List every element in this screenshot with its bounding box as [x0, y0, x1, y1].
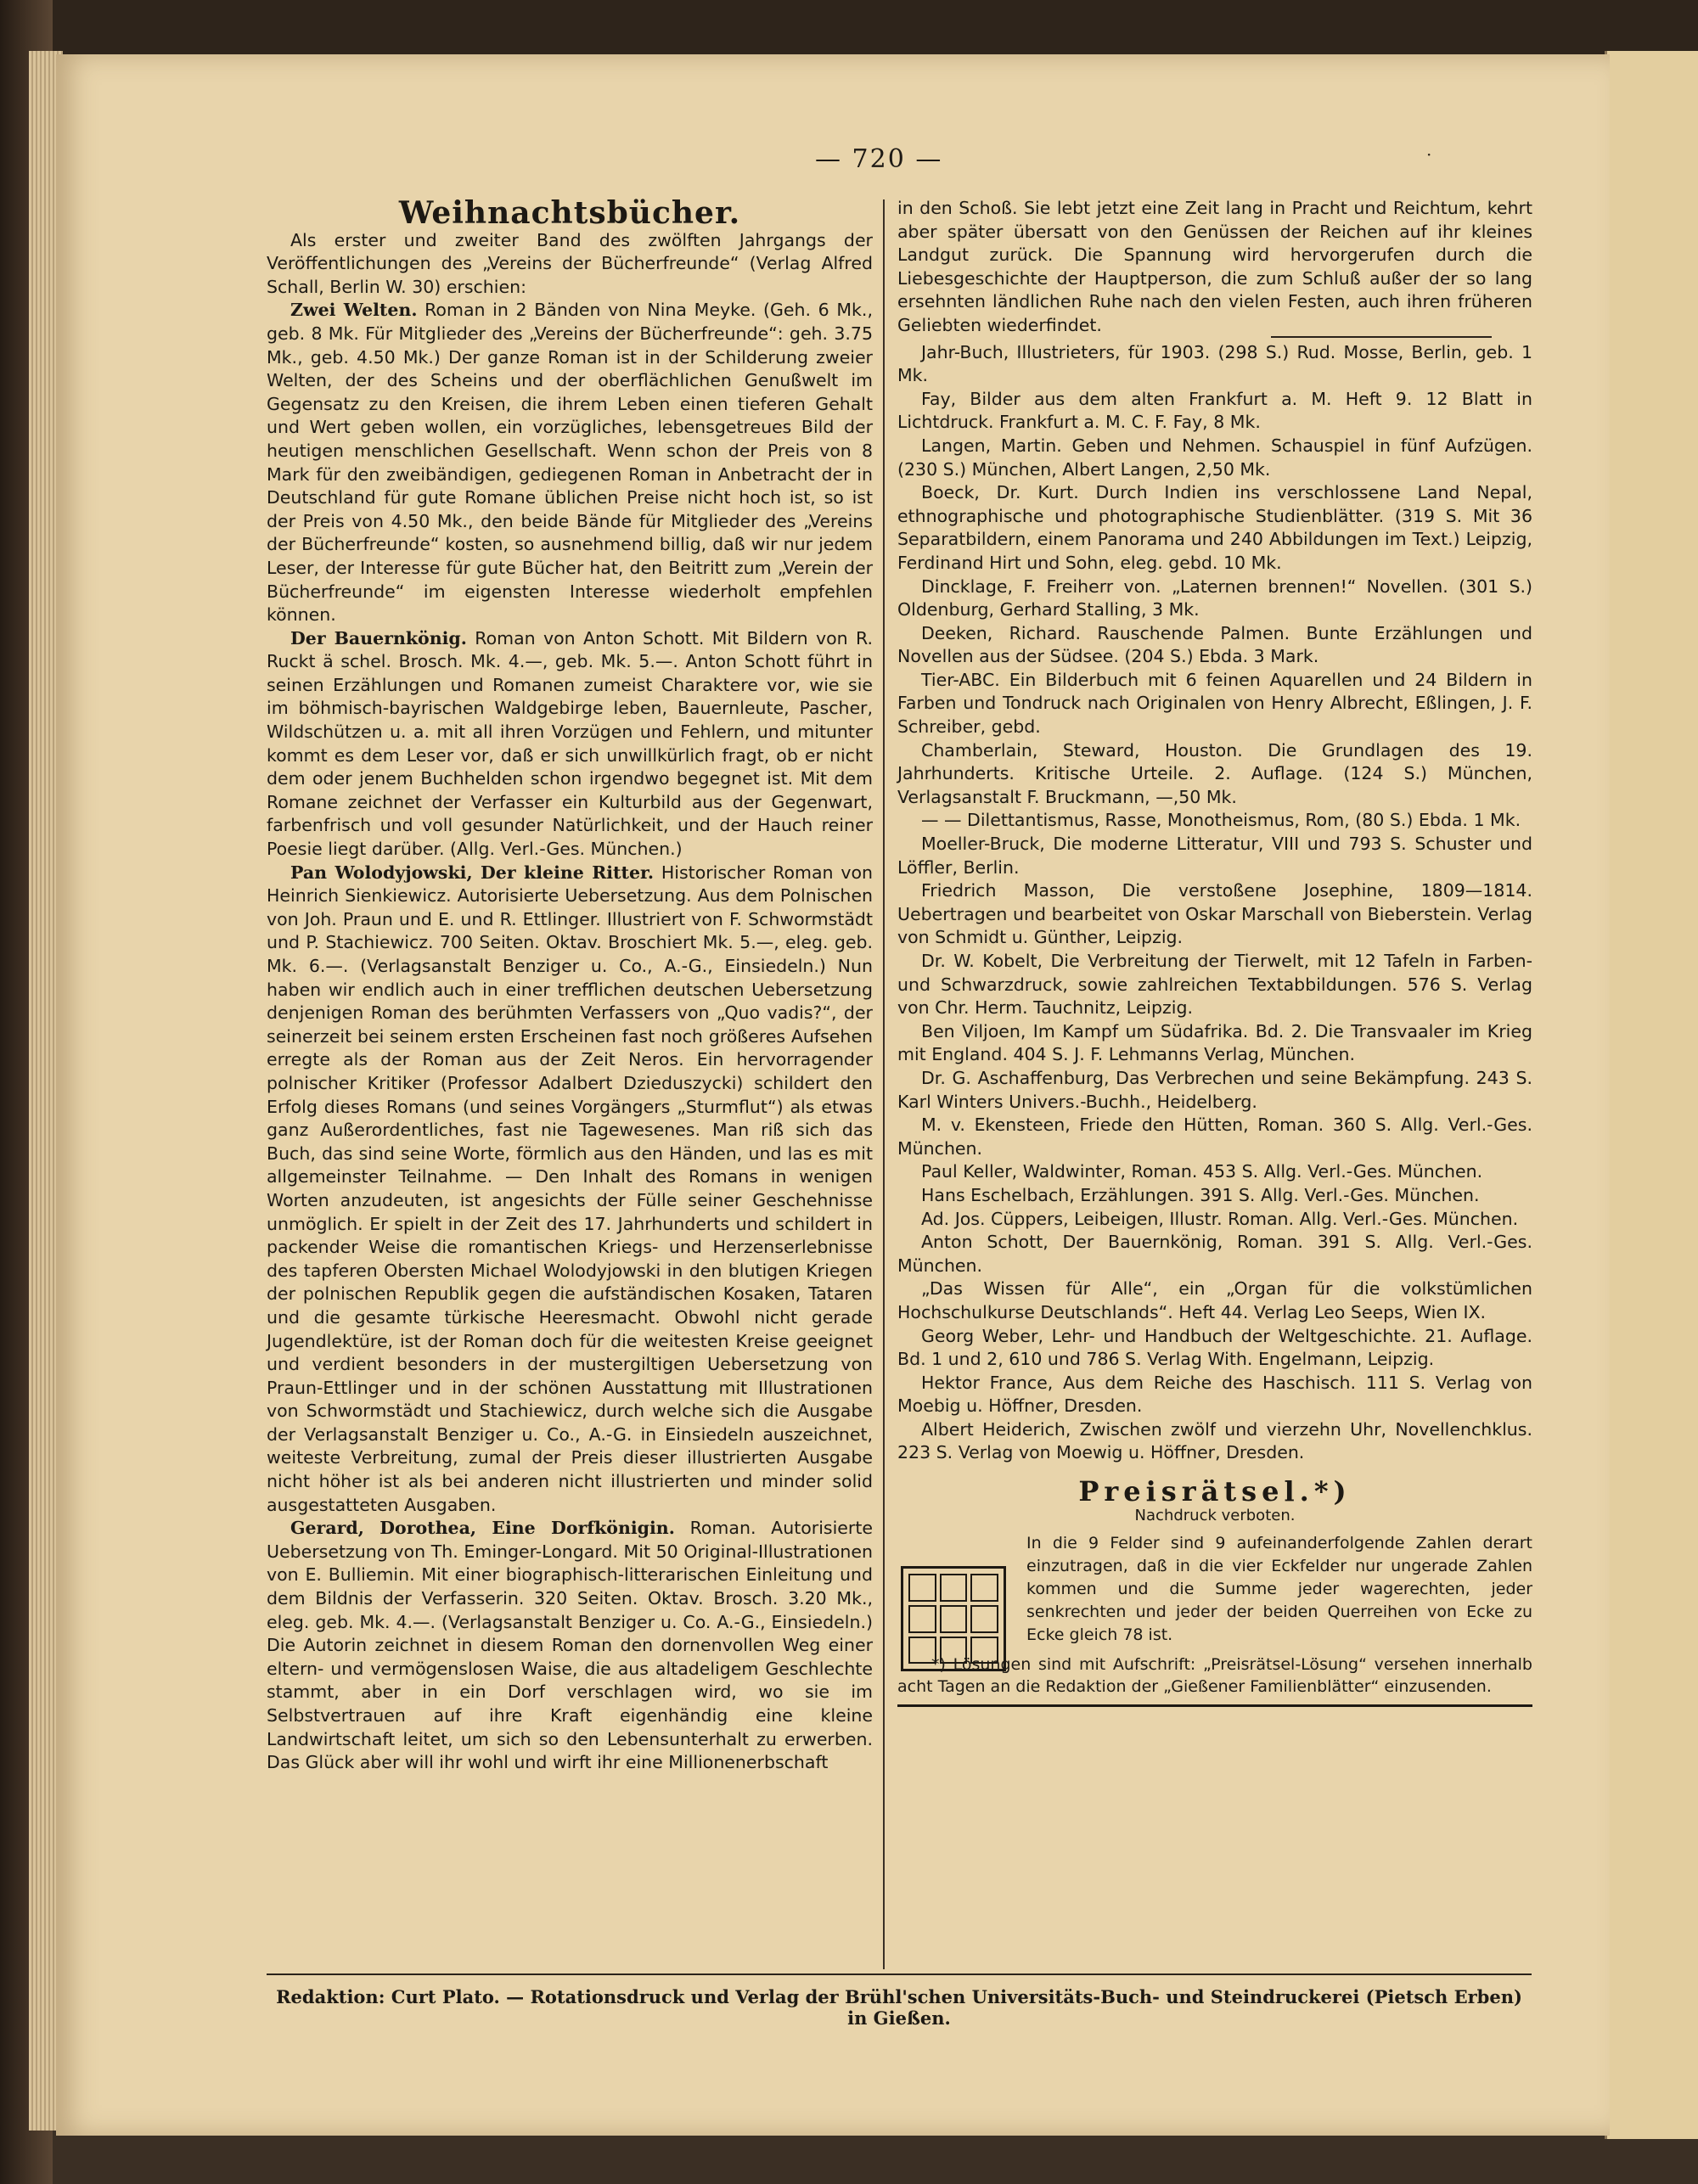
- book-entry: Deeken, Richard. Rauschende Palmen. Bunte Erzählungen und Novellen aus der Südsee. (204 S.) Ebda. 3 Mark.: [897, 622, 1532, 667]
- book-entry: Chamberlain, Steward, Houston. Die Grundlagen des 19. Jahrhunderts. Kritische Urteile. 2. Auflage. (124 S.) München, Verlagsanstalt F. Bruckmann, —,50 Mk.: [897, 739, 1532, 807]
- intro-paragraph: Als erster und zweiter Band des zwölften Jahrgangs der Veröffentlichungen des „Vereins der Bücherfreunde“ (Verlag Alfred Schall, Berlin W. 30) erschien:: [267, 229, 873, 297]
- book-entry: Boeck, Dr. Kurt. Durch Indien ins verschlossene Land Nepal, ethnographische und photographische Studienblätter. (319 S. Mit 36 Separatbildern, einem Panorama und 240 Abbildungen im Text.) Leipzig, Ferdinand Hirt und Sohn, eleg. gebd. 10 Mk.: [897, 482, 1532, 573]
- footnote-rule: [897, 1704, 1532, 1707]
- section-title: Weihnachtsbücher.: [398, 195, 741, 231]
- prize-puzzle: [897, 1475, 1532, 1707]
- puzzle-text: In die 9 Felder sind 9 aufeinanderfolgende Zahlen derart einzutragen, daß in die vier Eckfelder nur ungerade Zahlen kommen und die Summe jeder wagerechten, jeder senkrechten und jeder der beiden Querreihen von Ecke zu Ecke gleich 78 ist.: [1026, 1534, 1532, 1645]
- book-entry: Tier-ABC. Ein Bilderbuch mit 6 feinen Aquarellen und 24 Bildern in Farben und Tondruck nach Originalen von Henry Albrecht, Eßlingen, J. F. Schreiber, gebd.: [897, 669, 1532, 738]
- book-entry: Jahr-Buch, Illustrieters, für 1903. (298 S.) Rud. Mosse, Berlin, geb. 1 Mk.: [897, 341, 1532, 386]
- imprint-rule: [267, 1973, 1532, 1975]
- book-entry: Friedrich Masson, Die verstoßene Josephine, 1809—1814. Uebertragen und bearbeitet von Oskar Marschall von Bieberstein. Verlag von Schmidt u. Günther, Leipzig.: [897, 880, 1532, 948]
- grid-cell: [908, 1637, 936, 1665]
- book-entry: Moeller-Bruck, Die moderne Litteratur, VIII und 793 S. Schuster und Löffler, Berlin.: [897, 834, 1532, 878]
- review-bauernkoenig: Der Bauernkönig. Roman von Anton Schott. Mit Bildern von R. Ruckt ä schel. Brosch. Mk. 4.—, geb. Mk. 5.—. Anton Schott führt in seinen Erzählungen und Romanen zumeist Charaktere vor, wie sie im böhmisch-bayrischen Waldgebirge leben, Bauernleute, Pascher, Wildschützen u. a. mit all ihren Vorzügen und Fehlern, und mitunter kommt es dem Leser vor, daß er sich unwillkürlich fragt, ob er nicht dem oder jenem Buchhelden schon irgendwo begegnet ist. Mit dem Romane zeichnet der Verfasser ein Kulturbild aus der Gegenwart, farbenfrisch und voll gesunder Natürlichkeit, und der Hauch reiner Poesie liegt darüber. (Allg. Verl.-Ges. München.): [267, 627, 873, 860]
- left-column: [267, 197, 873, 1775]
- book-entry: M. v. Ekensteen, Friede den Hütten, Roman. 360 S. Allg. Verl.-Ges. München.: [897, 1114, 1532, 1159]
- book-entry: „Das Wissen für Alle“, ein „Organ für die volkstümlichen Hochschulkurse Deutschlands“. Heft 44. Verlag Leo Seeps, Wien IX.: [897, 1278, 1532, 1322]
- grid-cell: [970, 1574, 998, 1602]
- grid-cell: [970, 1605, 998, 1633]
- grid-cell: [908, 1605, 936, 1633]
- review-lead: Gerard, Dorothea, Eine Dorfkönigin.: [290, 1518, 675, 1539]
- review-lead: Pan Wolodyjowski, Der kleine Ritter.: [290, 862, 655, 883]
- grid-cell: [940, 1605, 968, 1633]
- adjacent-page-edge: [1605, 51, 1698, 2139]
- book-entry: Ad. Jos. Cüppers, Leibeigen, Illustr. Roman. Allg. Verl.-Ges. München.: [921, 1208, 1519, 1229]
- book-entry: Anton Schott, Der Bauernkönig, Roman. 391 S. Allg. Verl.-Ges. München.: [897, 1232, 1532, 1276]
- book-entry: Fay, Bilder aus dem alten Frankfurt a. M. Heft 9. 12 Blatt in Lichtdruck. Frankfurt a. M. C. F. Fay, 8 Mk.: [897, 388, 1532, 433]
- imprint: Redaktion: Curt Plato. — Rotationsdruck und Verlag der Brühl'schen Universitäts-Buch- und Steindruckerei (Pietsch Erben) in Gießen.: [276, 1986, 1522, 2029]
- ink-mark: ·: [1426, 144, 1432, 165]
- review-zwei-welten: Zwei Welten. Roman in 2 Bänden von Nina Meyke. (Geh. 6 Mk., geb. 8 Mk. Für Mitglieder des „Vereins der Bücherfreunde“: geh. 3.75 Mk., geb. 4.50 Mk.) Der ganze Roman ist in der Schilderung zweier Welten, der des Scheins und der oberflächlichen Genußwelt im Gegensatz zu den Kreisen, die ihrem Leben einen tieferen Gehalt und Wert geben wollen, ein vorzügliches, lebensgetreues Bild der heutigen menschlichen Gesellschaft. Wenn schon der Preis von 8 Mark für den zweibändigen, gediegenen Roman in Anbetracht der in Deutschland für gute Romane üblichen Preise nicht hoch ist, so ist der Preis von 4.50 Mk., den beide Bände für Mitglieder des „Vereins der Bücherfreunde“ kosten, so ausnehmend billig, daß wir nur jedem Leser, der Interesse für gute Bücher hat, den Beitritt zum „Verein der Bücherfreunde“ im eigensten Interesse wiederholt empfehlen können.: [267, 300, 873, 626]
- review-lead: Der Bauernkönig.: [290, 627, 467, 648]
- review-dorfkoenigin: Gerard, Dorothea, Eine Dorfkönigin. Roman. Autorisierte Uebersetzung von Th. Eminger-Longard. Mit 50 Original-Illustrationen von E. Bulliemin. Mit einer biographisch-litterarischen Einleitung und dem Bildnis der Verfasserin. 320 Seiten. Oktav. Brosch. 3.20 Mk., eleg. geb. Mk. 4.—. (Verlagsanstalt Benziger u. Co. A.-G., Einsiedeln.) Die Autorin zeichnet in diesem Roman den dornenvollen Weg einer eltern- und vermögenslosen Waise, die aus altadeligem Geschlechte stammt, aber in ein Dorf verschlagen wird, wo sie im Selbstvertrauen auf ihre Kraft eigenhändig eine kleine Landwirtschaft leitet, um sich so den Lebensunterhalt zu erwerben. Das Glück aber will ihr wohl und wirft ihr eine Millionenerbschaft: [267, 1518, 873, 1773]
- book-entry: Paul Keller, Waldwinter, Roman. 453 S. Allg. Verl.-Ges. München.: [921, 1161, 1483, 1182]
- book-entry: Dr. G. Aschaffenburg, Das Verbrechen und seine Bekämpfung. 243 S. Karl Winters Univers.-Buchh., Heidelberg.: [897, 1067, 1532, 1112]
- book-entry: Ben Viljoen, Im Kampf um Südafrika. Bd. 2. Die Transvaaler im Krieg mit England. 404 S. J. F. Lehmanns Verlag, München.: [897, 1020, 1532, 1065]
- puzzle-footnote: *) Lösungen sind mit Aufschrift: „Preisrätsel-Lösung“ versehen innerhalb acht Tagen an die Redaktion der „Gießener Familienblätter“ einzusenden.: [897, 1655, 1532, 1697]
- grid-cell: [908, 1574, 936, 1602]
- book-entry: Hans Eschelbach, Erzählungen. 391 S. Allg. Verl.-Ges. München.: [921, 1184, 1480, 1205]
- page-number: — 720 —: [815, 144, 943, 174]
- book-entry: Hektor France, Aus dem Reiche des Haschisch. 111 S. Verlag von Moebig u. Höffner, Dresden.: [897, 1372, 1532, 1417]
- grid-cell: [970, 1637, 998, 1665]
- book-entry: Langen, Martin. Geben und Nehmen. Schauspiel in fünf Aufzügen. (230 S.) München, Albert Langen, 2,50 Mk.: [897, 435, 1532, 480]
- puzzle-grid: [901, 1566, 1006, 1671]
- right-column: [897, 197, 1532, 1707]
- book-entry: — — Dilettantismus, Rasse, Monotheismus, Rom, (80 S.) Ebda. 1 Mk.: [921, 810, 1521, 831]
- grid-cell: [940, 1574, 968, 1602]
- review-lead: Zwei Welten.: [290, 300, 418, 321]
- grid-cell: [940, 1637, 968, 1665]
- top-background: [0, 0, 1698, 54]
- continued-paragraph: in den Schoß. Sie lebt jetzt eine Zeit lang in Pracht und Reichtum, kehrt aber später übersatt von den Genüssen der Reichen auf ihr kleines Landgut zurück. Die Spannung wird hervorgerufen durch die Liebesgeschichte der Hauptperson, die zum Schluß außer der so lang ersehnten ländlichen Ruhe nach den vielen Festen, auch ihren früheren Geliebten wiederfindet.: [897, 198, 1532, 335]
- puzzle-reprint-note: Nachdruck verboten.: [1134, 1506, 1296, 1524]
- book-entry: Dincklage, F. Freiherr von. „Laternen brennen!“ Novellen. (301 S.) Oldenburg, Gerhard Stalling, 3 Mk.: [897, 575, 1532, 620]
- short-rule: [1271, 336, 1492, 338]
- review-wolodyjowski: Pan Wolodyjowski, Der kleine Ritter. Historischer Roman von Heinrich Sienkiewicz. Autorisierte Uebersetzung. Aus dem Polnischen von Joh. Praun und E. und R. Ettlinger. Illustriert von F. Schwormstädt und P. Stachiewicz. 700 Seiten. Oktav. Broschiert Mk. 5.—, eleg. geb. Mk. 6.—. (Verlagsanstalt Benziger u. Co., A.-G., Einsiedeln.) Nun haben wir endlich auch in einer trefflichen deutschen Uebersetzung denjenigen Roman des berühmten Verfassers von „Quo vadis?“, der seinerzeit bei seinem ersten Erscheinen fast noch größeres Aufsehen erregte als der Roman aus der Zeit Neros. Ein hervorragender polnischer Kritiker (Professor Adalbert Dzieduszycki) schildert den Erfolg dieses Romans (und seines Vorgängers „Sturmflut“) als etwas ganz Außerordentliches, fast nie Tagewesenes. Man riß sich das Buch, das sind seine Worte, förmlich aus den Händen, und las es mit allgemeinster Teilnahme. — Den Inhalt des Romans in wenigen Worten anzudeuten, ist angesichts der Fülle seiner Geschehnisse unmöglich. Er spielt in der Zeit des 17. Jahrhunderts und schildert in packender Weise die romantischen Kriegs- und Herzenserlebnisse des tapferen Obersten Michael Wolodyjowski in den blutigen Kriegen der polnischen Republik gegen die aufständischen Kosaken, Tataren und die gesamte türkische Heeresmacht. Obwohl nicht gerade Jugendlektüre, ist der Roman doch für die weitesten Kreise geeignet und verdient besonders in der mustergiltigen Uebersetzung von Praun-Ettlinger und in der schönen Ausstattung mit Illustrationen von Schwormstädt und Stachiewicz, durch welche sich die Ausgabe der Verlagsanstalt Benziger u. Co., A.-G. in Einsiedeln auszeichnet, weiteste Verbreitung, zumal der Preis dieser illustrierten Ausgabe nicht höher ist als bei anderen nicht illustrierten und minder solid ausgestatteten Ausgaben.: [267, 862, 873, 1515]
- puzzle-body: [897, 1532, 1532, 1647]
- book-entry: Georg Weber, Lehr- und Handbuch der Weltgeschichte. 21. Auflage. Bd. 1 und 2, 610 und 786 S. Verlag With. Engelmann, Leipzig.: [897, 1325, 1532, 1370]
- puzzle-title: Preisrätsel.*): [1078, 1475, 1352, 1508]
- column-divider: [883, 199, 885, 1969]
- book-entry: Albert Heiderich, Zwischen zwölf und vierzehn Uhr, Novellenchklus. 223 S. Verlag von Moewig u. Höffner, Dresden.: [897, 1418, 1532, 1463]
- book-entry: Dr. W. Kobelt, Die Verbreitung der Tierwelt, mit 12 Tafeln in Farben- und Schwarzdruck, sowie zahlreichen Textabbildungen. 576 S. Verlag von Chr. Herm. Tauchnitz, Leipzig.: [897, 951, 1532, 1019]
